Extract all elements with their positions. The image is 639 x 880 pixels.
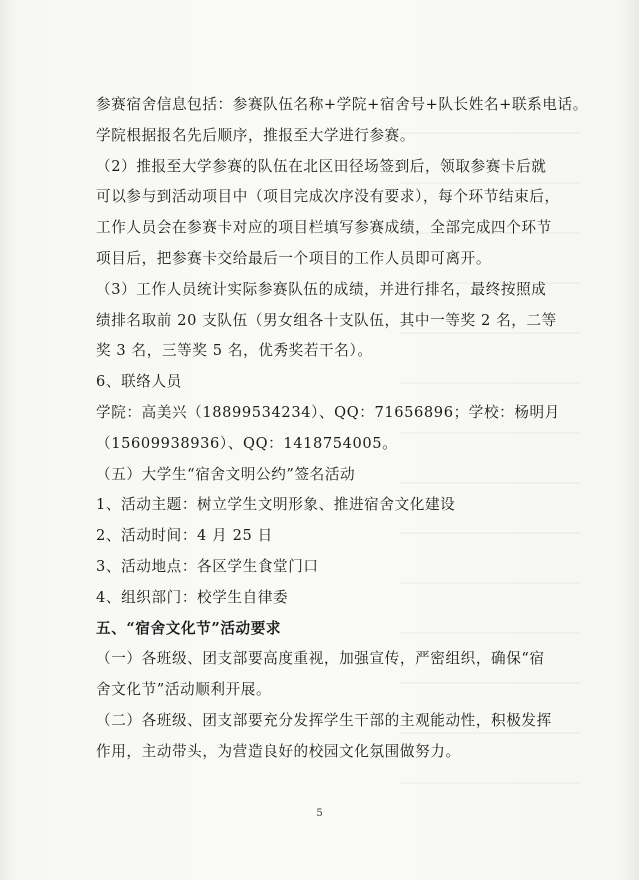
text-line: 奖 3 名，三等奖 5 名，优秀奖若干名）。 (96, 342, 373, 360)
text-line: 4、组织部门：校学生自律委 (96, 588, 289, 606)
text-line: 参赛宿舍信息包括：参赛队伍名称+学院+宿舍号+队长姓名+联系电话。 (96, 96, 588, 113)
page-number: 5 (316, 808, 323, 819)
text-line: 学院根据报名先后顺序，推报至大学进行参赛。 (96, 126, 416, 144)
section-heading: 五、“宿舍文化节”活动要求 (96, 619, 282, 637)
text-line: 6、联络人员 (96, 373, 182, 391)
text-line: 3、活动地点：各区学生食堂门口 (96, 557, 319, 575)
text-line: （15609938936）、QQ：1418754005。 (96, 434, 398, 452)
text-line: （五）大学生“宿舍文明公约”签名活动 (96, 465, 356, 483)
text-line: 舍文化节”活动顺利开展。 (96, 681, 272, 699)
text-line: 学院：高美兴（18899534234）、QQ：71656896；学校：杨明月 (96, 403, 560, 421)
text-line: 1、活动主题：树立学生文明形象、推进宿舍文化建设 (96, 496, 456, 514)
text-line: （二）各班级、团支部要充分发挥学生干部的主观能动性，积极发挥 (96, 711, 552, 729)
body-text (96, 90, 588, 768)
text-line: （3）工作人员统计实际参赛队伍的成绩，并进行排名，最终按照成 (96, 280, 547, 298)
text-line: 可以参与到活动项目中（项目完成次序没有要求），每个环节结束后， (96, 188, 560, 206)
text-line: 2、活动时间：4 月 25 日 (96, 527, 273, 545)
text-line: （一）各班级、团支部要高度重视，加强宣传，严密组织，确保“宿 (96, 650, 545, 668)
text-line: 绩排名取前 20 支队伍（男女组各十支队伍，其中一等奖 2 名，二等 (96, 311, 557, 329)
text-line: 作用，主动带头，为营造良好的校园文化氛围做努力。 (96, 742, 461, 760)
text-line: （2）推报至大学参赛的队伍在北区田径场签到后，领取参赛卡后就 (96, 157, 547, 175)
text-line: 项目后，把参赛卡交给最后一个项目的工作人员即可离开。 (96, 249, 492, 267)
text-line: 工作人员会在参赛卡对应的项目栏填写参赛成绩，全部完成四个环节 (96, 219, 552, 237)
